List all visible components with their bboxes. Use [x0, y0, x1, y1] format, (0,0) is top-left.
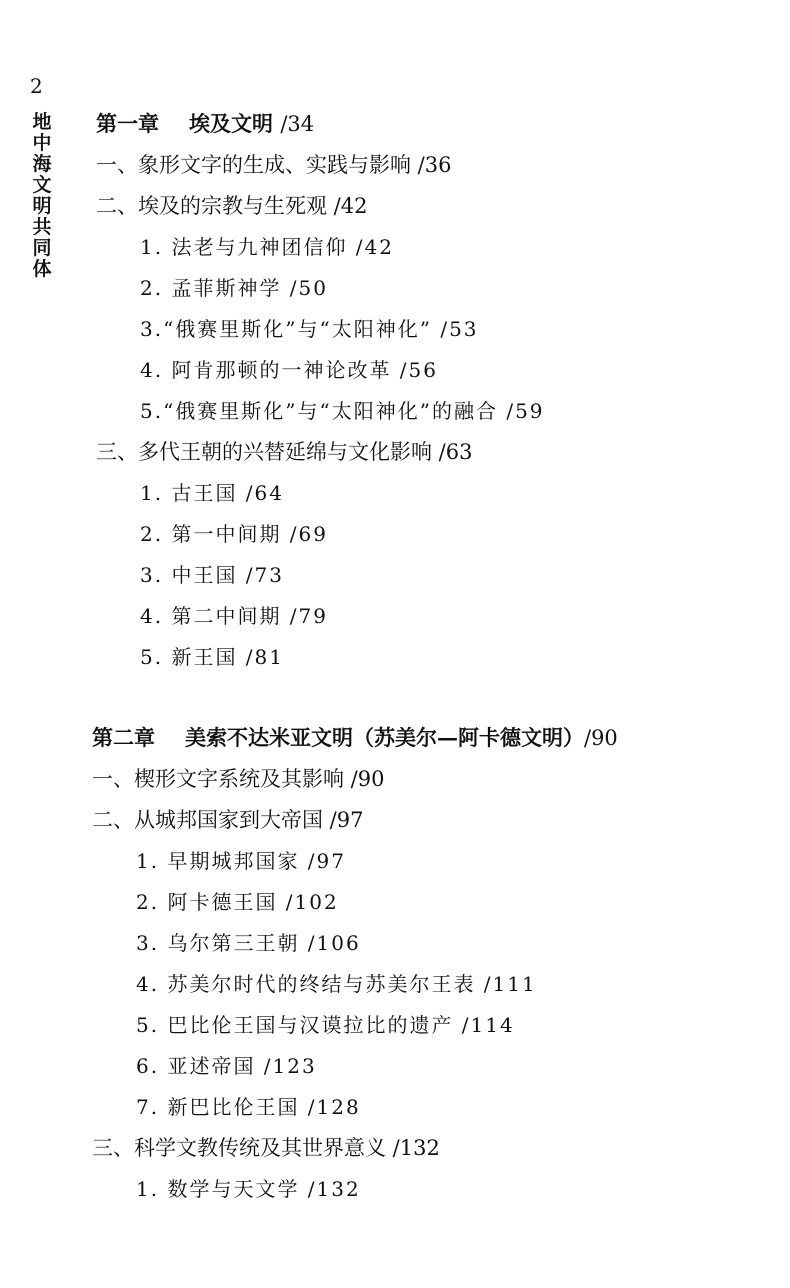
chapter-1-label: 第一章: [96, 111, 159, 136]
item-2-2-3: 3. 乌尔第三王朝 /106: [136, 931, 361, 955]
chapter-2-page: /90: [584, 726, 618, 750]
section-2-2: 二、从城邦国家到大帝国 /97: [92, 808, 364, 832]
item-2-2-6: 6. 亚述帝国 /123: [136, 1054, 317, 1078]
item-1-3-1: 1. 古王国 /64: [140, 481, 284, 505]
item-2-2-4: 4. 苏美尔时代的终结与苏美尔王表 /111: [136, 972, 537, 996]
section-2-3: 三、科学文教传统及其世界意义 /132: [92, 1136, 440, 1160]
item-1-2-5: 5.“俄赛里斯化”与“太阳神化”的融合 /59: [140, 399, 545, 423]
chapter-2-label: 第二章: [92, 725, 155, 750]
item-1-3-2: 2. 第一中间期 /69: [140, 522, 328, 546]
item-1-2-1: 1. 法老与九神团信仰 /42: [140, 235, 394, 259]
section-2-1: 一、楔形文字系统及其影响 /90: [92, 767, 385, 791]
item-2-3-1: 1. 数学与天文学 /132: [136, 1177, 361, 1201]
item-1-2-2: 2. 孟菲斯神学 /50: [140, 276, 328, 300]
item-1-2-4: 4. 阿肯那顿的一神论改革 /56: [140, 358, 438, 382]
running-head: 地中海文明共同体: [32, 111, 52, 280]
item-2-2-1: 1. 早期城邦国家 /97: [136, 849, 346, 873]
item-1-3-3: 3. 中王国 /73: [140, 563, 284, 587]
section-1-2: 二、埃及的宗教与生死观 /42: [96, 194, 368, 218]
section-1-1: 一、象形文字的生成、实践与影响 /36: [96, 153, 452, 177]
chapter-2-heading: [92, 724, 618, 752]
section-1-3: 三、多代王朝的兴替延绵与文化影响 /63: [96, 440, 473, 464]
chapter-1-title: 埃及文明: [189, 111, 273, 136]
page-number: 2: [30, 74, 43, 98]
item-2-2-7: 7. 新巴比伦王国 /128: [136, 1095, 361, 1119]
chapter-1-heading: [96, 110, 314, 138]
item-1-3-5: 5. 新王国 /81: [140, 645, 284, 669]
chapter-2-title: 美索不达米亚文明（苏美尔—阿卡德文明）: [185, 725, 584, 750]
item-2-2-2: 2. 阿卡德王国 /102: [136, 890, 339, 914]
item-1-3-4: 4. 第二中间期 /79: [140, 604, 328, 628]
item-1-2-3: 3.“俄赛里斯化”与“太阳神化” /53: [140, 317, 479, 341]
chapter-1-page: /34: [280, 112, 315, 136]
item-2-2-5: 5. 巴比伦王国与汉谟拉比的遗产 /114: [136, 1013, 515, 1037]
